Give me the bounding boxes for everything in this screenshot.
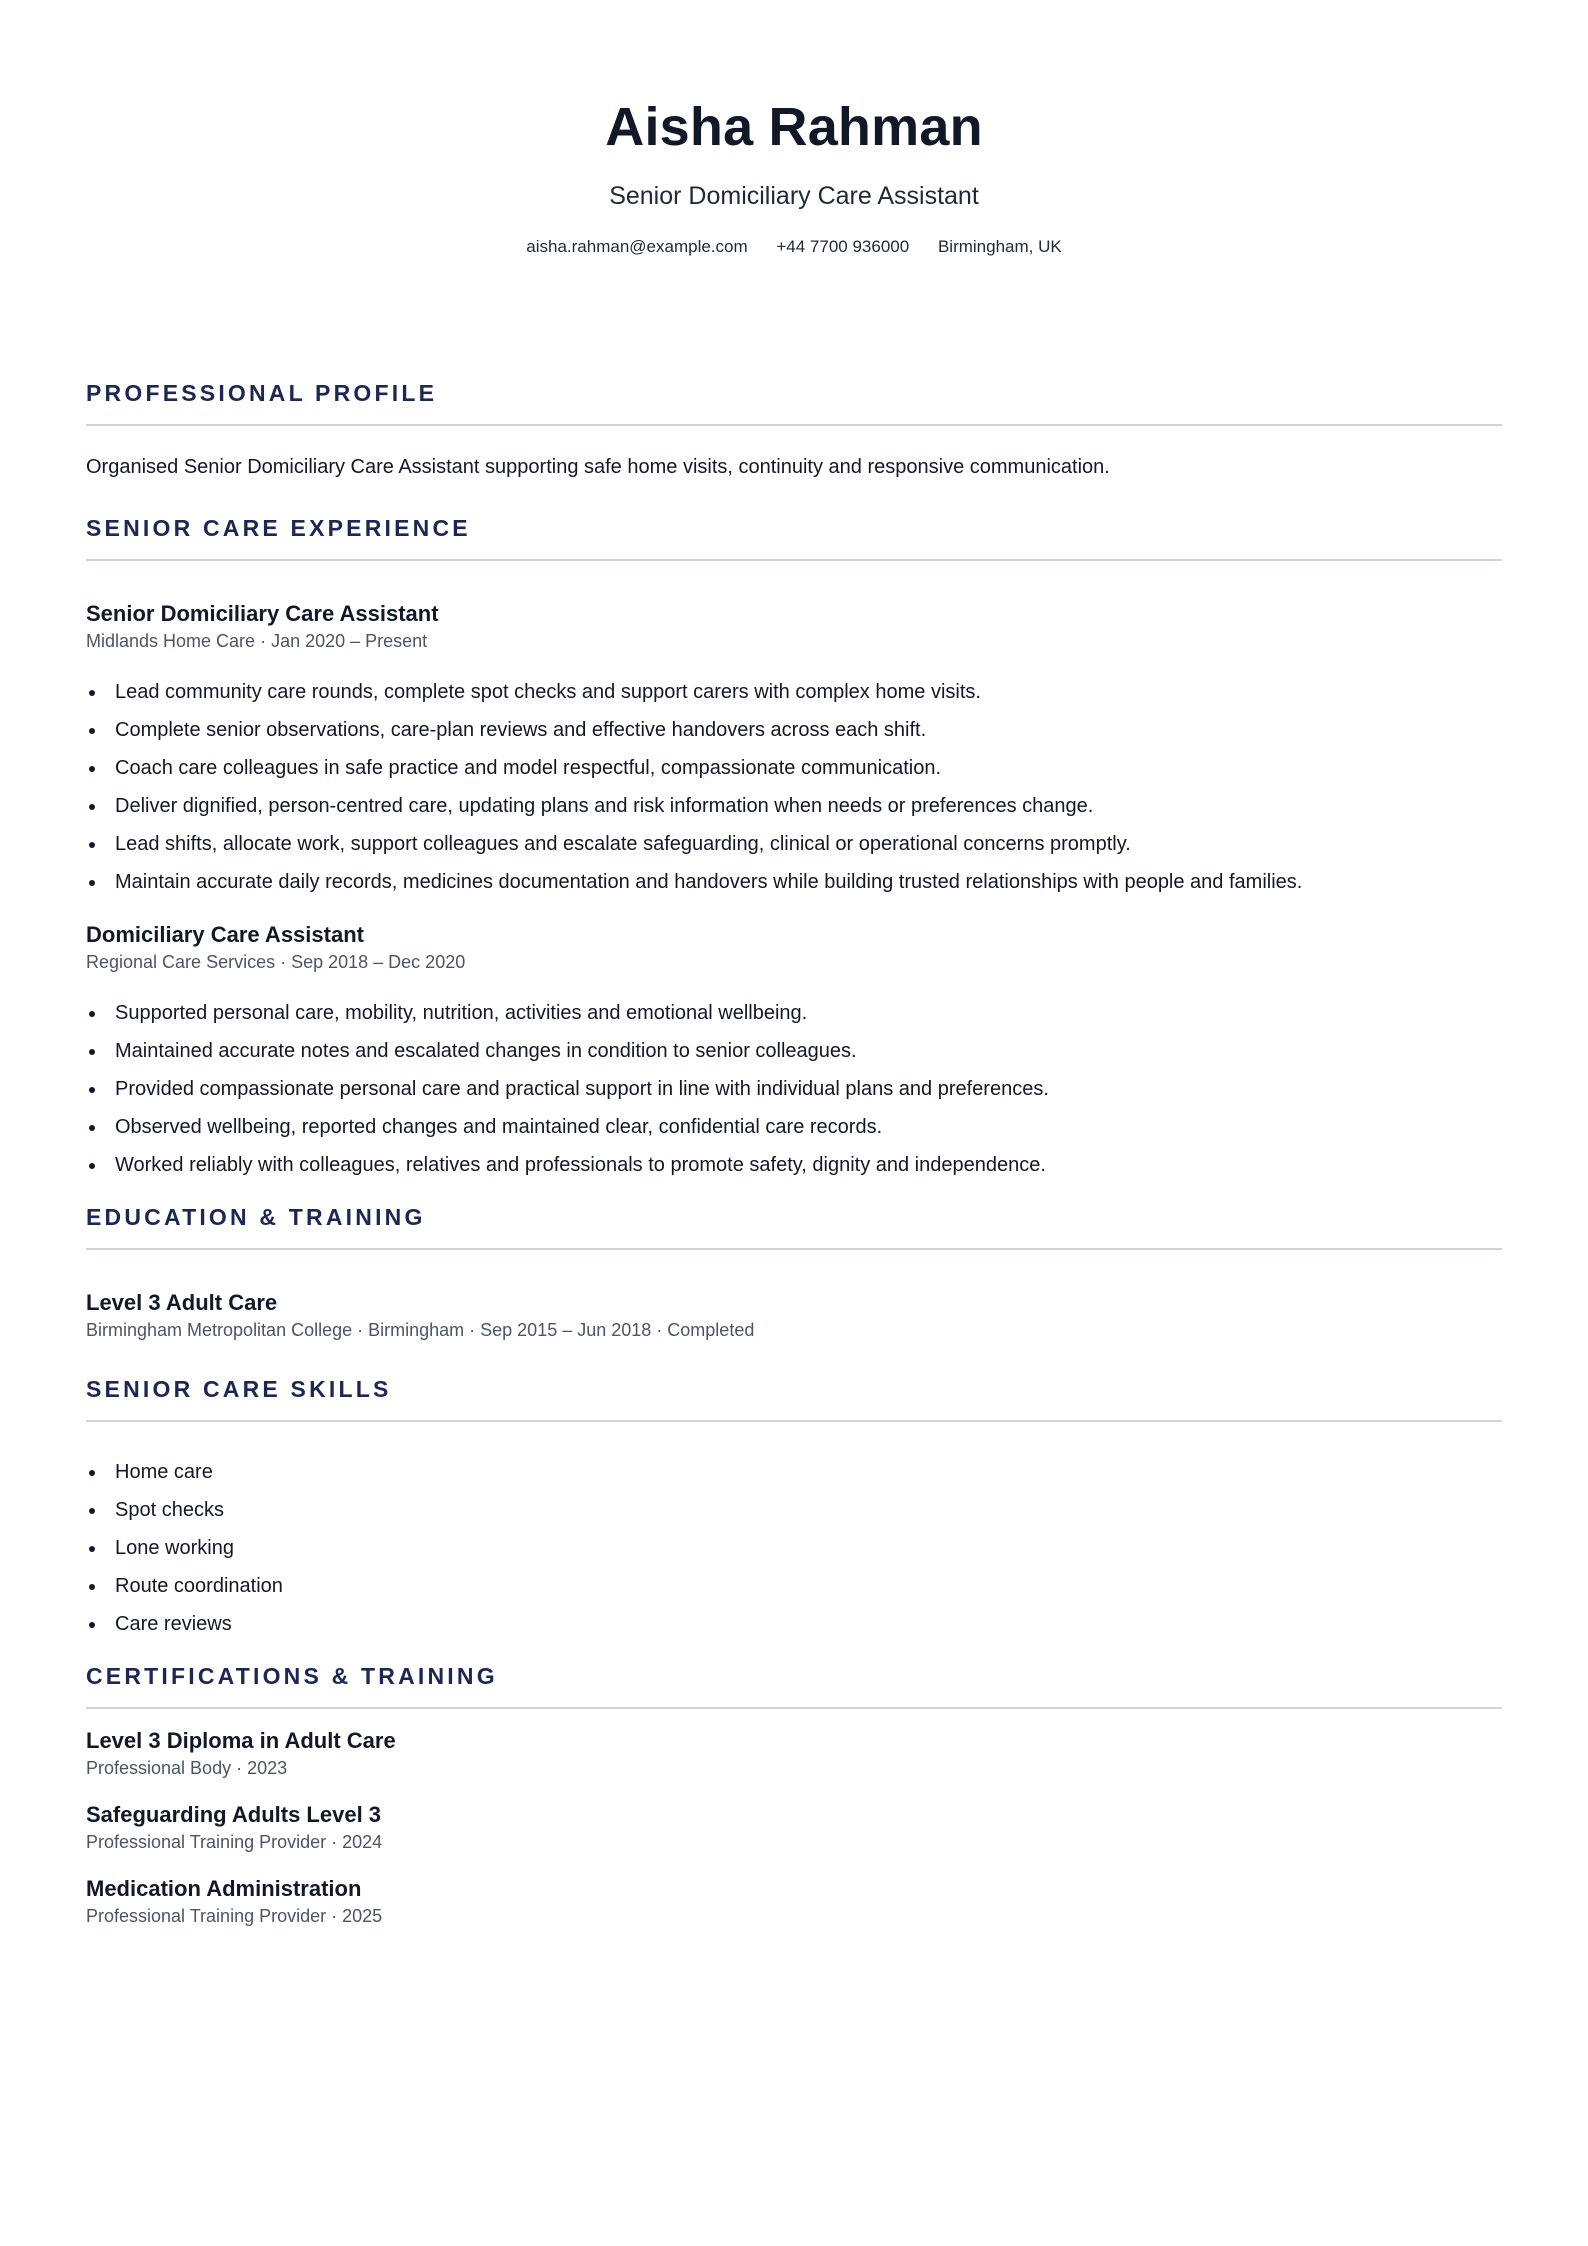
section-experience xyxy=(86,513,1502,1179)
list-item: Care reviews xyxy=(115,1610,1502,1638)
certification-meta: Professional Training Provider · 2024 xyxy=(86,1832,383,1852)
section-divider xyxy=(86,1420,1502,1422)
section-title-certifications: CERTIFICATIONS & TRAINING xyxy=(86,1663,498,1689)
list-item: Home care xyxy=(115,1458,1502,1486)
section-title-education: EDUCATION & TRAINING xyxy=(86,1204,426,1230)
education-meta: Birmingham Metropolitan College · Birmingham · Sep 2015 – Jun 2018 · Completed xyxy=(86,1320,755,1340)
section-title-skills: SENIOR CARE SKILLS xyxy=(86,1376,392,1402)
contact-location: Birmingham, UK xyxy=(937,237,1062,256)
role-title: Domiciliary Care Assistant xyxy=(86,922,364,947)
contact-line xyxy=(86,236,1502,258)
role-meta: Midlands Home Care · Jan 2020 – Present xyxy=(86,631,428,651)
section-divider xyxy=(86,559,1502,561)
education-title: Level 3 Adult Care xyxy=(86,1290,278,1315)
role-title: Senior Domiciliary Care Assistant xyxy=(86,601,439,626)
section-divider xyxy=(86,1707,1502,1709)
list-item: Supported personal care, mobility, nutrition, activities and emotional wellbeing. xyxy=(115,999,1502,1027)
skills-list xyxy=(86,1458,1502,1638)
section-divider xyxy=(86,424,1502,426)
experience-role xyxy=(86,921,1502,1179)
list-item: Lead shifts, allocate work, support colleagues and escalate safeguarding, clinical or operational concerns promptly. xyxy=(115,830,1502,858)
education-item xyxy=(86,1289,1502,1342)
certification-item xyxy=(86,1727,1502,1780)
certification-item xyxy=(86,1801,1502,1854)
role-bullets xyxy=(86,999,1502,1179)
contact-email[interactable]: aisha.rahman@example.com xyxy=(526,237,748,256)
list-item: Maintain accurate daily records, medicines documentation and handovers while building trusted relationships with people and families. xyxy=(115,868,1502,896)
list-item: Observed wellbeing, reported changes and maintained clear, confidential care records. xyxy=(115,1113,1502,1141)
section-skills xyxy=(86,1374,1502,1638)
list-item: Route coordination xyxy=(115,1572,1502,1600)
experience-role xyxy=(86,600,1502,896)
certification-title: Level 3 Diploma in Adult Care xyxy=(86,1728,396,1753)
profile-summary: Organised Senior Domiciliary Care Assistant supporting safe home visits, continuity and responsive communication. xyxy=(86,456,1110,478)
contact-phone[interactable]: +44 7700 936000 xyxy=(776,237,910,256)
section-education xyxy=(86,1202,1502,1342)
certification-meta: Professional Body · 2023 xyxy=(86,1758,288,1778)
list-item: Lone working xyxy=(115,1534,1502,1562)
list-item: Worked reliably with colleagues, relatives and professionals to promote safety, dignity and independence. xyxy=(115,1151,1502,1179)
list-item: Provided compassionate personal care and practical support in line with individual plans and preferences. xyxy=(115,1075,1502,1103)
certification-meta: Professional Training Provider · 2025 xyxy=(86,1906,383,1926)
resume-header xyxy=(86,0,1502,258)
certification-title: Medication Administration xyxy=(86,1876,362,1901)
section-profile xyxy=(86,378,1502,481)
candidate-headline: Senior Domiciliary Care Assistant xyxy=(609,182,979,210)
section-title-profile: PROFESSIONAL PROFILE xyxy=(86,380,438,406)
section-divider xyxy=(86,1248,1502,1250)
list-item: Spot checks xyxy=(115,1496,1502,1524)
list-item: Deliver dignified, person-centred care, updating plans and risk information when needs or preferences change. xyxy=(115,792,1502,820)
certification-title: Safeguarding Adults Level 3 xyxy=(86,1802,382,1827)
list-item: Lead community care rounds, complete spot checks and support carers with complex home visits. xyxy=(115,678,1502,706)
list-item: Coach care colleagues in safe practice and model respectful, compassionate communication. xyxy=(115,754,1502,782)
section-certifications xyxy=(86,1661,1502,1928)
role-meta: Regional Care Services · Sep 2018 – Dec 2020 xyxy=(86,952,466,972)
section-title-experience: SENIOR CARE EXPERIENCE xyxy=(86,515,471,541)
list-item: Maintained accurate notes and escalated changes in condition to senior colleagues. xyxy=(115,1037,1502,1065)
certification-item xyxy=(86,1875,1502,1928)
list-item: Complete senior observations, care-plan reviews and effective handovers across each shift. xyxy=(115,716,1502,744)
candidate-name: Aisha Rahman xyxy=(605,97,983,157)
role-bullets xyxy=(86,678,1502,896)
